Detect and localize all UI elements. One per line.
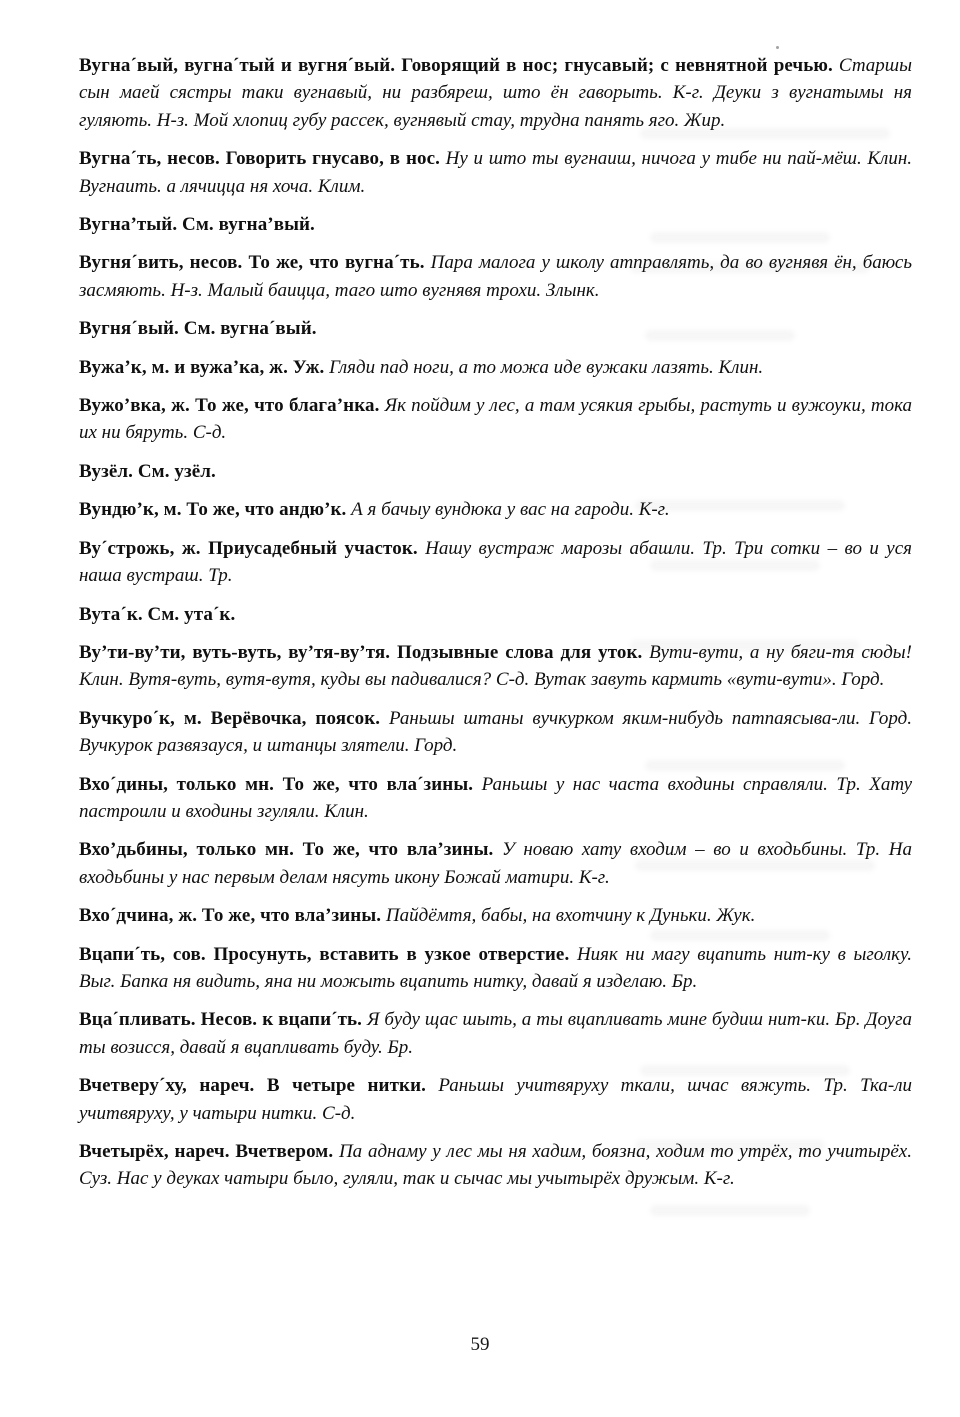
dictionary-entry bbox=[79, 902, 912, 929]
dictionary-entry bbox=[79, 639, 912, 694]
entry-headword: Вужо’вка, ж. То же, что блага’нка. bbox=[79, 395, 380, 417]
entry-headword: Вута´к. См. ута´к. bbox=[79, 603, 236, 625]
page-number: 59 bbox=[470, 1334, 490, 1355]
dictionary-entry bbox=[79, 392, 912, 447]
dictionary-entries-column bbox=[79, 52, 912, 1204]
entry-example: Гляди пад ноги, а то можа иде вужаки лазять. Клин. bbox=[324, 356, 764, 378]
dictionary-entry bbox=[79, 771, 912, 826]
entry-headword: Вугна’тый. См. вугна’вый. bbox=[79, 214, 315, 236]
entry-headword: Вчетырёх, нареч. Вчетвером. bbox=[79, 1141, 334, 1162]
dictionary-entry bbox=[79, 1138, 912, 1193]
scan-speck bbox=[776, 46, 779, 49]
entry-example: Нияк ни магу вцапить нит-ку в ыголку. Выг. Бапка ня видить, яна ни можыть вцапить нитку, давай я изделаю. Бр. bbox=[79, 943, 912, 992]
entry-example: У новаю хату входим – во и входьбины. Тр. На входьбины у нас первым делам нясуть икону Божай матири. К-г. bbox=[79, 839, 912, 888]
entry-headword: Вундю’к, м. То же, что андю’к. bbox=[79, 499, 347, 521]
dictionary-entry bbox=[79, 211, 912, 238]
dictionary-entry bbox=[79, 145, 912, 200]
dictionary-entry bbox=[79, 249, 912, 304]
bleedthrough-smudge bbox=[650, 1205, 810, 1216]
entry-headword: Вугня´вить, несов. То же, что вугна´ть. bbox=[79, 252, 425, 274]
dictionary-entry bbox=[79, 496, 912, 523]
dictionary-entry bbox=[79, 836, 912, 891]
entry-headword: Вца´пливать. Несов. к вцапи´ть. bbox=[79, 1009, 363, 1031]
dictionary-entry bbox=[79, 52, 912, 134]
entry-example: А я бачыу вундюка у вас на гароди. К-г. bbox=[346, 499, 670, 521]
entry-headword: Вужа’к, м. и вужа’ка, ж. Уж. bbox=[79, 356, 325, 378]
entry-example: Раньшы штаны вучкурком яким-нибудь патпаясыва-ли. Горд. Вучкурок развязауся, и штанцы злятели. Горд. bbox=[79, 707, 912, 757]
dictionary-entry bbox=[79, 705, 912, 760]
dictionary-entry bbox=[79, 1072, 912, 1127]
dictionary-entry bbox=[79, 354, 912, 381]
entry-example: Пайдёмтя, бабы, на вхотчину к Дуньки. Жук. bbox=[381, 905, 756, 927]
entry-example: Раньшы учитвяруху ткали, шчас вяжуть. Тр. Тка-ли учитвяруху, у чатыри нитки. С-д. bbox=[79, 1075, 912, 1124]
entry-example: Нашу вустраж марозы абашли. Тр. Три сотки – во и уся наша вустраш. Тр. bbox=[79, 537, 912, 587]
entry-headword: Вхо´дчина, ж. То же, что вла’зины. bbox=[79, 905, 382, 927]
entry-example: Старшы сын маей сястры таки вугнавый, ни разбяреш, што ён гаворыть. К-г. Деуки з вугнатымы ня гуляють. Н-з. Мой хлопиц губу рассек, вугнявый стау, трудна панять яго. Жир. bbox=[79, 55, 912, 131]
dictionary-entry bbox=[79, 535, 912, 590]
entry-example: Пара малога у школу атправлять, да во вугнявя ён, баюсь засмяють. Н-з. Малый баицца, таго што вугнявя трохи. Злынк. bbox=[79, 252, 912, 301]
entry-example: Ну и што ты вугнаиш, ничога у тибе ни пай-мёш. Клин. Вугнаить. а лячицца ня хоча. Клим. bbox=[79, 148, 912, 197]
entry-example: Вути-вути, а ну бяги-тя сюды! Клин. Вутя-вуть, вутя-вутя, куды вы падивалися? С-д. Вутак завуть кармить «вути-вути». Горд. bbox=[79, 641, 913, 691]
dictionary-entry bbox=[79, 458, 912, 485]
entry-headword: Вучкуро´к, м. Верёвочка, поясок. bbox=[79, 707, 381, 729]
entry-example: Я буду щас шыть, а ты вцапливать мине будиш нит-ки. Бр. Доуга ты возисся, давай я вцапливать буду. Бр. bbox=[79, 1009, 912, 1058]
entry-headword: Вхо’дьбины, только мн. То же, что вла’зины. bbox=[79, 839, 494, 861]
entry-headword: Вхо´дины, только мн. То же, что вла´зины. bbox=[79, 773, 474, 795]
dictionary-entry bbox=[79, 315, 912, 342]
entry-headword: Вчетверу´ху, нареч. В четыре нитки. bbox=[79, 1075, 426, 1097]
entry-example: Раньшы у нас часта входины справляли. Тр. Хату пастроили и входины згуляли. Клин. bbox=[79, 773, 913, 822]
entry-example: Як пойдим у лес, а там усякия грыбы, растуть и вужоуки, тока их ни бяруть. С-д. bbox=[79, 395, 912, 444]
entry-headword: Вугня´вый. См. вугна´вый. bbox=[79, 318, 317, 340]
entry-headword: Вузёл. См. узёл. bbox=[79, 460, 216, 482]
entry-headword: Вугна´вый, вугна´тый и вугня´вый. Говорящий в нос; гнусавый; с невнятной речью. bbox=[79, 55, 833, 76]
dictionary-entry bbox=[79, 601, 912, 628]
entry-headword: Ву’ти-ву’ти, вуть-вуть, ву’тя-ву’тя. Подзывные слова для уток. bbox=[79, 641, 643, 663]
entry-headword: Вугна´ть, несов. Говорить гнусаво, в нос. bbox=[79, 148, 440, 170]
entry-headword: Вцапи´ть, сов. Просунуть, вставить в узкое отверстие. bbox=[79, 943, 570, 965]
entry-headword: Ву´строжь, ж. Приусадебный участок. bbox=[79, 537, 418, 559]
dictionary-entry bbox=[79, 1006, 912, 1061]
dictionary-entry bbox=[79, 941, 912, 996]
entry-example: Па аднаму у лес мы ня хадим, боязна, ходим то утрёх, то учитырёх. Суз. Нас у деуках чатыри было, гуляли, так и сычас мы учытырёх дружым. К-г. bbox=[79, 1141, 912, 1190]
